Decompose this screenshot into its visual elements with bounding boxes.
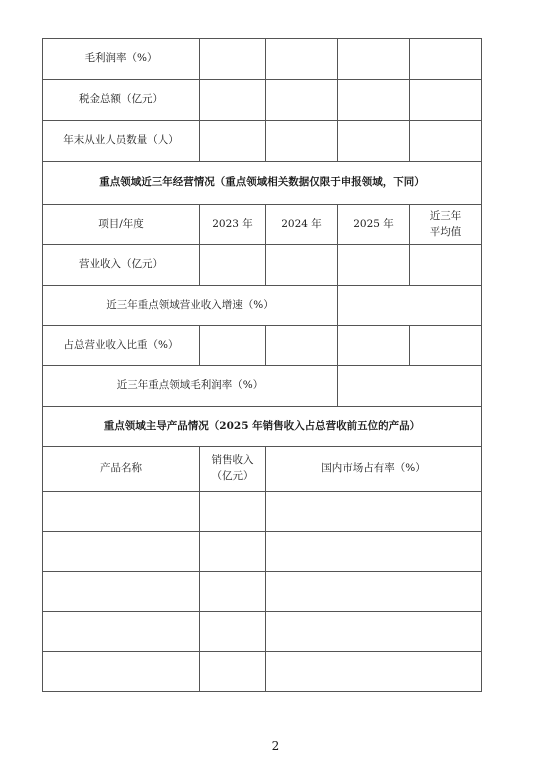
gross-margin-row <box>43 39 482 80</box>
enterprise-info-table <box>42 38 482 692</box>
row-label: 近三年重点领域营业收入增速（%） <box>43 286 338 326</box>
product-name-cell[interactable] <box>43 612 200 652</box>
value-cell[interactable] <box>200 326 266 366</box>
page-number: 2 <box>271 739 280 753</box>
section1-title-row <box>43 162 482 205</box>
row-label: 毛利润率（%） <box>43 39 200 80</box>
header-average-line2: 平均值 <box>429 225 462 238</box>
value-cell[interactable] <box>410 39 482 80</box>
value-cell[interactable] <box>266 326 338 366</box>
value-cell[interactable] <box>338 121 410 162</box>
section2-header-row <box>43 447 482 492</box>
product-row <box>43 572 482 612</box>
product-share-cell[interactable] <box>266 492 482 532</box>
header-sales-line2: （亿元） <box>211 470 254 482</box>
section2-title: 重点领域主导产品情况（2025 年销售收入占总营收前五位的产品） <box>43 407 482 447</box>
revenue-row <box>43 245 482 286</box>
product-row <box>43 532 482 572</box>
value-cell[interactable] <box>266 80 338 121</box>
product-sales-cell[interactable] <box>200 492 266 532</box>
product-name-cell[interactable] <box>43 532 200 572</box>
value-cell[interactable] <box>338 326 410 366</box>
revenue-share-row <box>43 326 482 366</box>
value-cell[interactable] <box>200 121 266 162</box>
product-row <box>43 652 482 692</box>
sector-margin-row <box>43 366 482 407</box>
header-2025: 2025 年 <box>338 205 410 245</box>
value-cell[interactable] <box>266 39 338 80</box>
section2-title-row <box>43 407 482 447</box>
tax-total-row <box>43 80 482 121</box>
header-average <box>410 205 482 245</box>
product-name-cell[interactable] <box>43 572 200 612</box>
value-cell[interactable] <box>338 286 482 326</box>
header-sales <box>200 447 266 492</box>
row-label: 税金总额（亿元） <box>43 80 200 121</box>
product-sales-cell[interactable] <box>200 532 266 572</box>
product-row <box>43 612 482 652</box>
header-2023: 2023 年 <box>200 205 266 245</box>
value-cell[interactable] <box>338 39 410 80</box>
value-cell[interactable] <box>338 80 410 121</box>
product-share-cell[interactable] <box>266 612 482 652</box>
product-sales-cell[interactable] <box>200 652 266 692</box>
header-2024: 2024 年 <box>266 205 338 245</box>
product-share-cell[interactable] <box>266 572 482 612</box>
section1-title: 重点领域近三年经营情况（重点领域相关数据仅限于申报领域，下同） <box>43 162 482 205</box>
value-cell[interactable] <box>410 326 482 366</box>
header-average-line1: 近三年 <box>429 209 462 222</box>
value-cell[interactable] <box>410 80 482 121</box>
revenue-growth-row <box>43 286 482 326</box>
product-sales-cell[interactable] <box>200 572 266 612</box>
product-sales-cell[interactable] <box>200 612 266 652</box>
row-label: 年末从业人员数量（人） <box>43 121 200 162</box>
product-name-cell[interactable] <box>43 492 200 532</box>
value-cell[interactable] <box>410 121 482 162</box>
value-cell[interactable] <box>338 245 410 286</box>
value-cell[interactable] <box>200 39 266 80</box>
section1-header-row <box>43 205 482 245</box>
value-cell[interactable] <box>266 245 338 286</box>
value-cell[interactable] <box>338 366 482 407</box>
row-label: 占总营业收入比重（%） <box>43 326 200 366</box>
row-label: 营业收入（亿元） <box>43 245 200 286</box>
header-market-share: 国内市场占有率（%） <box>266 447 482 492</box>
value-cell[interactable] <box>410 245 482 286</box>
product-name-cell[interactable] <box>43 652 200 692</box>
row-label: 近三年重点领域毛利润率（%） <box>43 366 338 407</box>
header-product-name: 产品名称 <box>43 447 200 492</box>
value-cell[interactable] <box>266 121 338 162</box>
value-cell[interactable] <box>200 80 266 121</box>
product-share-cell[interactable] <box>266 532 482 572</box>
header-sales-line1: 销售收入 <box>211 454 254 467</box>
product-share-cell[interactable] <box>266 652 482 692</box>
value-cell[interactable] <box>200 245 266 286</box>
product-row <box>43 492 482 532</box>
header-item: 项目/年度 <box>43 205 200 245</box>
employee-count-row <box>43 121 482 162</box>
